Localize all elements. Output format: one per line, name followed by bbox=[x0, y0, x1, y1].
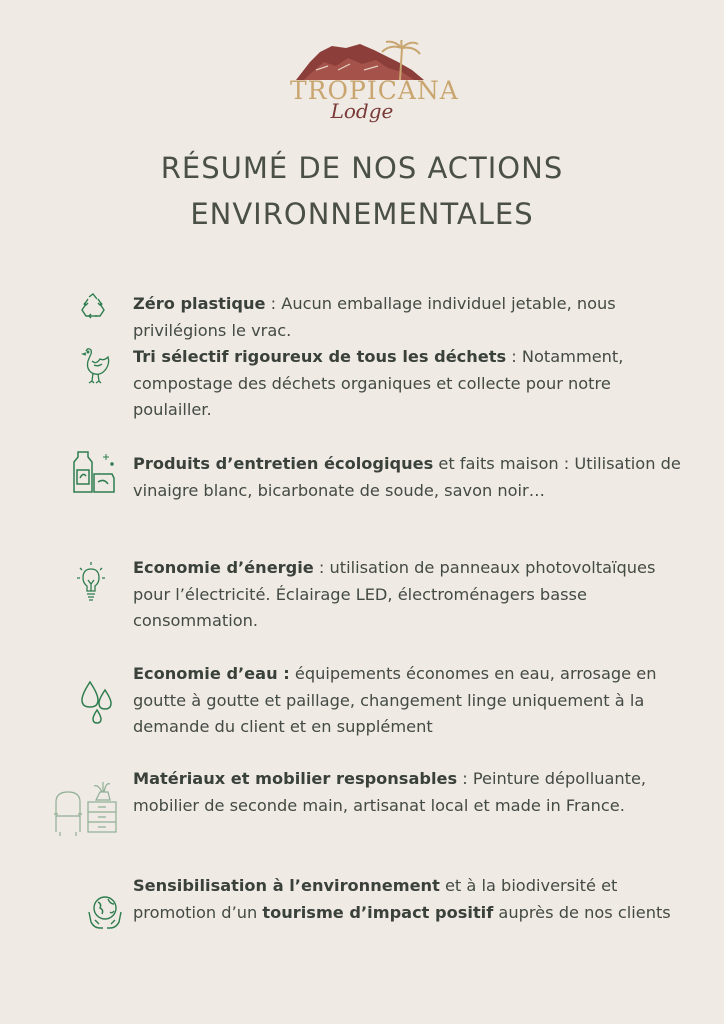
item-bold: Economie d’énergie bbox=[133, 558, 314, 577]
item-bold: Tri sélectif rigoureux de tous les déchets bbox=[133, 347, 507, 366]
furniture-icon bbox=[52, 780, 120, 836]
item-text: et à la biodiversité et promotion d’un bbox=[133, 876, 618, 922]
list-item-economie-energie bbox=[133, 555, 693, 635]
page-title bbox=[0, 145, 724, 237]
logo-brand: TROPICANA bbox=[290, 76, 459, 105]
list-item-tri-selectif bbox=[133, 344, 693, 424]
item-bold: Zéro plastique bbox=[133, 294, 266, 313]
title-line-1: RÉSUMÉ DE NOS ACTIONS bbox=[160, 151, 564, 185]
item-bold: Economie d’eau : bbox=[133, 664, 290, 683]
item-text-2: auprès de nos clients bbox=[493, 902, 671, 922]
item-text: : utilisation de panneaux photovoltaïques pour l’électricité. Éclairage LED, électroménagers basse consommation. bbox=[133, 558, 656, 630]
logo bbox=[290, 40, 459, 126]
lightbulb-icon bbox=[76, 560, 106, 602]
item-bold: Produits d’entretien écologiques bbox=[133, 454, 434, 473]
item-text: : Aucun emballage individuel jetable, nous privilégions le vrac. bbox=[133, 294, 616, 340]
water-drops-icon bbox=[78, 678, 116, 724]
item-bold: Sensibilisation à l’environnement bbox=[133, 876, 440, 895]
cleaning-products-icon bbox=[70, 448, 120, 496]
item-text: : Peinture dépolluante, mobilier de seconde main, artisanat local et made in France. bbox=[133, 769, 647, 815]
list-item-sensibilisation bbox=[133, 873, 693, 926]
chicken-icon bbox=[78, 345, 112, 385]
list-item-materiaux-mobilier bbox=[133, 766, 693, 819]
earth-hands-icon bbox=[86, 894, 124, 932]
list-item-economie-eau bbox=[133, 661, 693, 741]
list-item-produits-entretien bbox=[133, 451, 693, 504]
title-line-2: ENVIRONNEMENTALES bbox=[190, 197, 534, 231]
item-text: et faits maison : Utilisation de vinaigre blanc, bicarbonate de soude, savon noir… bbox=[133, 454, 681, 500]
item-text: : Notamment, compostage des déchets organiques et collecte pour notre poulailler. bbox=[133, 347, 624, 419]
logo-subtitle: Lodge bbox=[330, 99, 394, 123]
item-bold: Matériaux et mobilier responsables bbox=[133, 769, 458, 788]
item-bold-2: tourisme d’impact positif bbox=[262, 902, 494, 922]
item-text: équipements économes en eau, arrosage en goutte à goutte et paillage, changement linge uniquement à la demande du client et en supplément bbox=[133, 664, 657, 736]
list-item-zero-plastique bbox=[133, 291, 693, 344]
recycle-icon bbox=[78, 292, 108, 322]
